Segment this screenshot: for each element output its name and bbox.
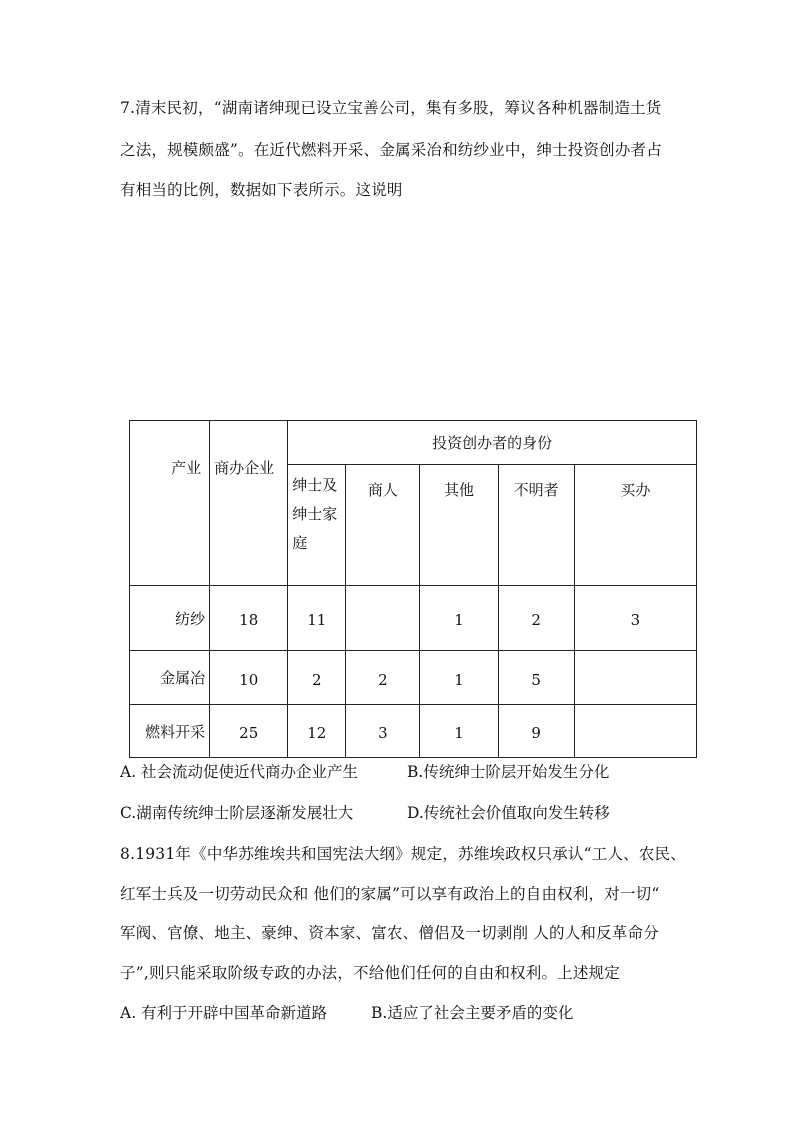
table-row	[130, 705, 697, 758]
merchant-cell	[346, 586, 420, 651]
header-merchant: 商人	[346, 465, 420, 586]
header-investor-identity: 投资创办者的身份	[288, 421, 697, 465]
header-gentry: 绅士及绅士家庭	[288, 465, 346, 586]
other-cell: 1	[420, 705, 498, 758]
unknown-cell: 9	[498, 705, 574, 758]
header-unknown: 不明者	[498, 465, 574, 586]
gentry-cell: 12	[288, 705, 346, 758]
comprador-cell	[574, 651, 696, 705]
header-other: 其他	[420, 465, 498, 586]
gentry-cell: 11	[288, 586, 346, 651]
q8-stem-line-4: 子”,则只能采取阶级专政的办法，不给他们任何的自由和权利。上述规定	[120, 964, 620, 982]
comprador-cell: 3	[574, 586, 696, 651]
gentry-cell: 2	[288, 651, 346, 705]
table-row	[130, 651, 697, 705]
merchant-cell: 2	[346, 651, 420, 705]
unknown-cell: 2	[498, 586, 574, 651]
unknown-cell: 5	[498, 651, 574, 705]
industry-cell: 燃料开采	[130, 705, 210, 758]
comprador-cell	[574, 705, 696, 758]
commercial-cell: 10	[210, 651, 288, 705]
q7-stem-line-1: 7.清末民初，“湖南诸绅现已设立宝善公司，集有多股，筹议各种机器制造土货	[120, 99, 662, 117]
q7-option-d: D.传统社会价值取向发生转移	[407, 804, 610, 822]
q8-option-b: B.适应了社会主要矛盾的变化	[371, 1004, 574, 1022]
q8-option-a: A. 有利于开辟中国革命新道路	[120, 1004, 328, 1022]
table-row	[130, 586, 697, 651]
q7-option-b: B.传统绅士阶层开始发生分化	[407, 763, 610, 781]
investor-identity-table	[129, 420, 697, 758]
q7-stem-line-2: 之法，规模颇盛”。在近代燃料开采、金属采冶和纺纱业中，绅士投资创办者占	[120, 141, 662, 159]
header-industry: 产业	[130, 421, 210, 586]
industry-cell: 纺纱	[130, 586, 210, 651]
header-comprador: 买办	[574, 465, 696, 586]
q7-stem-line-3: 有相当的比例，数据如下表所示。这说明	[120, 181, 403, 199]
header-commercial-enterprise: 商办企业	[210, 421, 288, 586]
q7-option-a: A. 社会流动促使近代商办企业产生	[120, 763, 359, 781]
other-cell: 1	[420, 586, 498, 651]
merchant-cell: 3	[346, 705, 420, 758]
q8-stem-line-1: 8.1931年《中华苏维埃共和国宪法大纲》规定，苏维埃政权只承认“工人、农民、	[120, 845, 686, 863]
q8-stem-line-2: 红军士兵及一切劳动民众和 他们的家属”可以享有政治上的自由权利，对一切“	[120, 885, 660, 903]
q8-stem-line-3: 军阀、官僚、地主、豪绅、资本家、富农、僧侣及一切剥削 人的人和反革命分	[120, 924, 659, 942]
commercial-cell: 25	[210, 705, 288, 758]
other-cell: 1	[420, 651, 498, 705]
industry-cell: 金属冶	[130, 651, 210, 705]
q7-option-c: C.湖南传统绅士阶层逐渐发展壮大	[120, 804, 354, 822]
commercial-cell: 18	[210, 586, 288, 651]
